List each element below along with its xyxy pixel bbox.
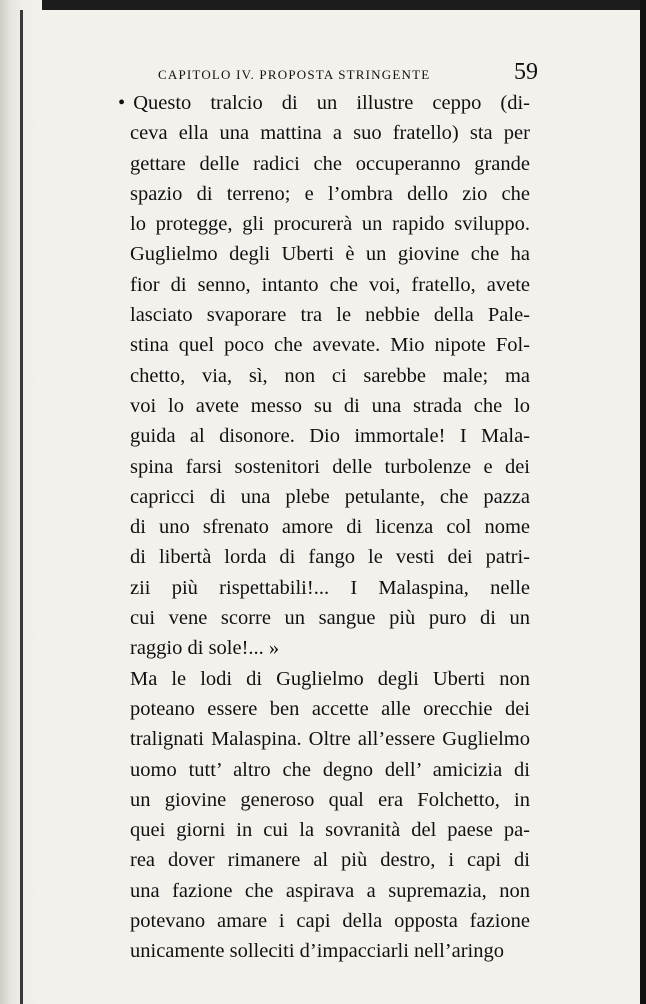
binding-edge-line	[20, 10, 23, 1004]
text-line	[130, 694, 530, 724]
text-line	[130, 421, 530, 451]
text-line-content: cui vene scorre un sangue più puro di un	[130, 607, 530, 630]
text-line-content: lasciato svaporare tra le nebbie della Pale-	[130, 304, 530, 327]
text-line	[130, 573, 530, 603]
text-line	[130, 330, 530, 360]
text-line-content: un giovine generoso qual era Folchetto, in	[130, 788, 530, 811]
text-line	[130, 785, 530, 815]
text-line	[130, 239, 530, 269]
text-line	[130, 906, 530, 936]
text-line-content: uomo tutt’ altro che degno dell’ amicizia di	[130, 758, 530, 781]
text-line-content: Guglielmo degli Uberti è un giovine che ha	[130, 243, 530, 266]
text-line-content: spazio di terreno; e l’ombra dello zio che	[130, 182, 530, 205]
running-head: CAPITOLO IV. PROPOSTA STRINGENTE	[158, 67, 431, 82]
text-line	[130, 633, 530, 663]
text-line-content: chetto, via, sì, non ci sarebbe male; ma	[130, 364, 530, 387]
text-line	[130, 603, 530, 633]
text-line	[130, 270, 530, 300]
text-line	[130, 361, 530, 391]
text-line	[130, 876, 530, 906]
text-line	[130, 391, 530, 421]
text-line-content: lo protegge, gli procurerà un rapido sviluppo.	[130, 213, 530, 236]
text-line	[130, 512, 530, 542]
text-line-content: raggio di sole!... »	[130, 637, 280, 660]
text-line-content: rea dover rimanere al più destro, i capi di	[130, 849, 530, 872]
text-line-content: ceva ella una mattina a suo fratello) sta per	[130, 122, 530, 145]
text-line-content: capricci di una plebe petulante, che pazza	[130, 485, 530, 508]
text-line	[130, 452, 530, 482]
text-line-content: di libertà lorda di fango le vesti dei patri-	[130, 546, 530, 569]
text-line	[130, 179, 530, 209]
text-line-content: voi lo avete messo su di una strada che lo	[130, 394, 530, 417]
lead-mark: •	[118, 92, 126, 114]
paragraph	[118, 88, 530, 664]
text-line	[130, 482, 530, 512]
text-line	[130, 118, 530, 148]
page-header	[158, 59, 538, 85]
text-line	[130, 664, 530, 694]
text-line-content: Questo tralcio di un illustre ceppo (di-	[133, 92, 530, 114]
text-line-content: gettare delle radici che occuperanno grande	[130, 152, 530, 175]
text-line	[118, 88, 530, 118]
text-line-content: zii più rispettabili!... I Malaspina, nelle	[130, 576, 530, 599]
text-line	[130, 755, 530, 785]
text-line	[130, 724, 530, 754]
text-line-content: poteano essere ben accette alle orecchie dei	[130, 697, 530, 720]
text-line-content: unicamente solleciti d’impacciarli nell’aringo	[130, 940, 504, 963]
text-line	[130, 845, 530, 875]
text-line-content: quei giorni in cui la sovranità del paese pa-	[130, 819, 530, 842]
scan-top-border	[0, 0, 646, 10]
text-line	[130, 815, 530, 845]
text-line	[130, 542, 530, 572]
text-line	[130, 300, 530, 330]
text-line-content: spina farsi sostenitori delle turbolenze e dei	[130, 455, 530, 478]
text-line-content: potevano amare i capi della opposta fazione	[130, 910, 530, 933]
text-line	[130, 149, 530, 179]
text-line	[130, 936, 530, 966]
text-line-content: Ma le lodi di Guglielmo degli Uberti non	[130, 667, 530, 690]
paragraph	[130, 664, 530, 967]
page-number: 59	[514, 59, 538, 85]
text-line-content: tralignati Malaspina. Oltre all’essere Guglielmo	[130, 728, 530, 751]
text-line	[130, 209, 530, 239]
text-line-content: fior di senno, intanto che voi, fratello, avete	[130, 273, 530, 296]
text-line-content: stina quel poco che avevate. Mio nipote Fol-	[130, 334, 530, 357]
body-text	[118, 88, 530, 967]
scan-right-border	[640, 0, 646, 1004]
text-line-content: una fazione che aspirava a supremazia, non	[130, 879, 530, 902]
text-line-content: guida al disonore. Dio immortale! I Mala-	[130, 425, 530, 448]
text-line-content: di uno sfrenato amore di licenza col nome	[130, 516, 530, 539]
